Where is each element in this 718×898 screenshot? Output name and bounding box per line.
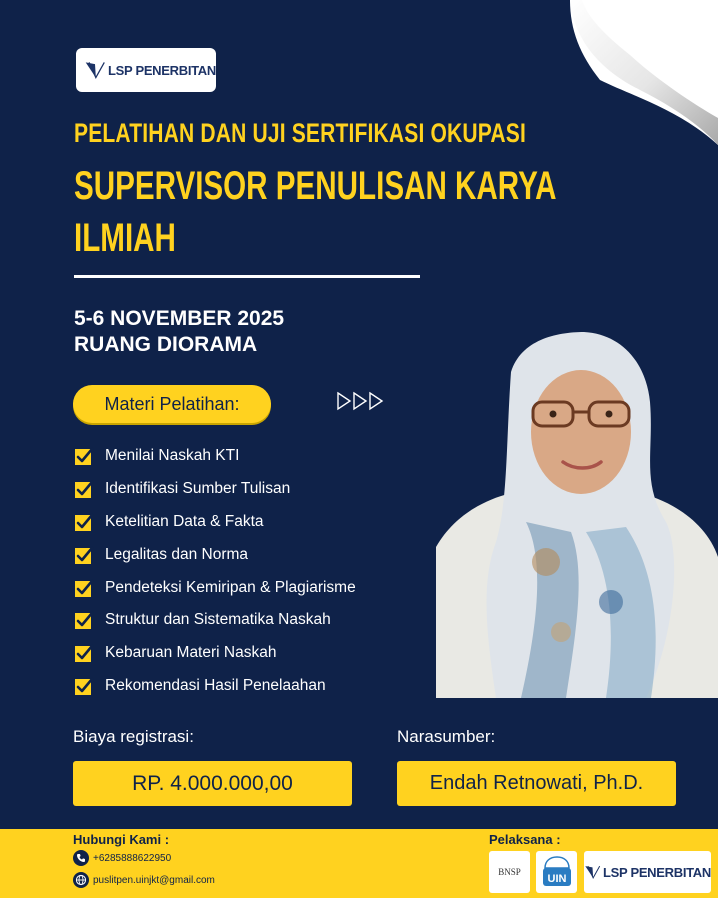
registration-fee: RP. 4.000.000,00 [132, 771, 293, 795]
materials-item-label: Legalitas dan Norma [105, 545, 249, 563]
speaker-label: Narasumber: [397, 727, 496, 746]
checkbox-check-icon [74, 545, 94, 565]
materials-item-label: Struktur dan Sistematika Naskah [105, 611, 331, 629]
book-logo-icon [584, 861, 601, 883]
materials-item-label: Menilai Naskah KTI [105, 447, 240, 465]
lsp-penerbitan-logo [76, 48, 216, 92]
globe-icon [73, 872, 89, 888]
phone-number: +6285888622950 [93, 852, 172, 864]
checkbox-check-icon [74, 446, 94, 466]
checkbox-check-icon [74, 610, 94, 630]
title-main-line2: ILMIAH [74, 216, 176, 260]
speaker-photo [436, 332, 718, 698]
footer [0, 829, 718, 898]
title-main [74, 160, 556, 264]
materials-list-item [74, 538, 434, 571]
registration-fee-box [73, 761, 352, 806]
materials-item-label: Pendeteksi Kemiripan & Plagiarisme [105, 578, 356, 596]
bnsp-logo-text: BNSP [498, 867, 521, 877]
bnsp-logo [489, 851, 530, 893]
checkbox-check-icon [74, 479, 94, 499]
uin-logo-text: UIN [547, 873, 566, 885]
title-divider [74, 275, 420, 278]
materials-list-item [74, 670, 434, 703]
event-location: RUANG DIORAMA [74, 333, 258, 356]
email-address: puslitpen.uinjkt@gmail.com [93, 874, 215, 886]
checkbox-check-icon [74, 643, 94, 663]
contact-phone[interactable] [73, 850, 171, 866]
materials-list-item [74, 571, 434, 604]
contact-email[interactable] [73, 872, 215, 888]
lsp-footer-logo-text: LSP PENERBITAN [602, 864, 711, 880]
checkbox-check-icon [74, 578, 94, 598]
executor-title: Pelaksana : [489, 832, 561, 847]
materials-list [74, 440, 434, 702]
speaker-name: Endah Retnowati, Ph.D. [429, 772, 644, 794]
uin-emblem-icon [539, 854, 575, 890]
materials-item-label: Identifikasi Sumber Tulisan [105, 480, 291, 498]
contact-title: Hubungi Kami : [73, 832, 170, 847]
event-date: 5-6 NOVEMBER 2025 [74, 307, 285, 330]
logo-text: LSP PENERBITAN [107, 62, 216, 78]
materials-list-item [74, 440, 434, 473]
checkbox-check-icon [74, 676, 94, 696]
materials-heading-pill [73, 385, 271, 423]
materials-list-item [74, 473, 434, 506]
registration-label: Biaya registrasi: [73, 727, 194, 746]
materials-item-label: Rekomendasi Hasil Penelaahan [105, 676, 326, 694]
title-main-line1: SUPERVISOR PENULISAN KARYA [74, 164, 557, 208]
triple-chevron-right-icon [337, 390, 385, 412]
speaker-name-box [397, 761, 676, 806]
uin-logo [536, 851, 577, 893]
title-subheading: PELATIHAN DAN UJI SERTIFIKASI OKUPASI [74, 118, 526, 148]
materials-list-item [74, 604, 434, 637]
materials-list-item [74, 637, 434, 670]
materials-item-label: Ketelitian Data & Fakta [105, 512, 264, 530]
checkbox-check-icon [74, 512, 94, 532]
lsp-penerbitan-footer-logo [584, 851, 711, 893]
page-curl-decoration [560, 0, 718, 145]
materials-item-label: Kebaruan Materi Naskah [105, 644, 277, 662]
phone-icon [73, 850, 89, 866]
materials-heading: Materi Pelatihan: [104, 393, 240, 414]
book-logo-icon [84, 57, 106, 83]
materials-list-item [74, 506, 434, 539]
